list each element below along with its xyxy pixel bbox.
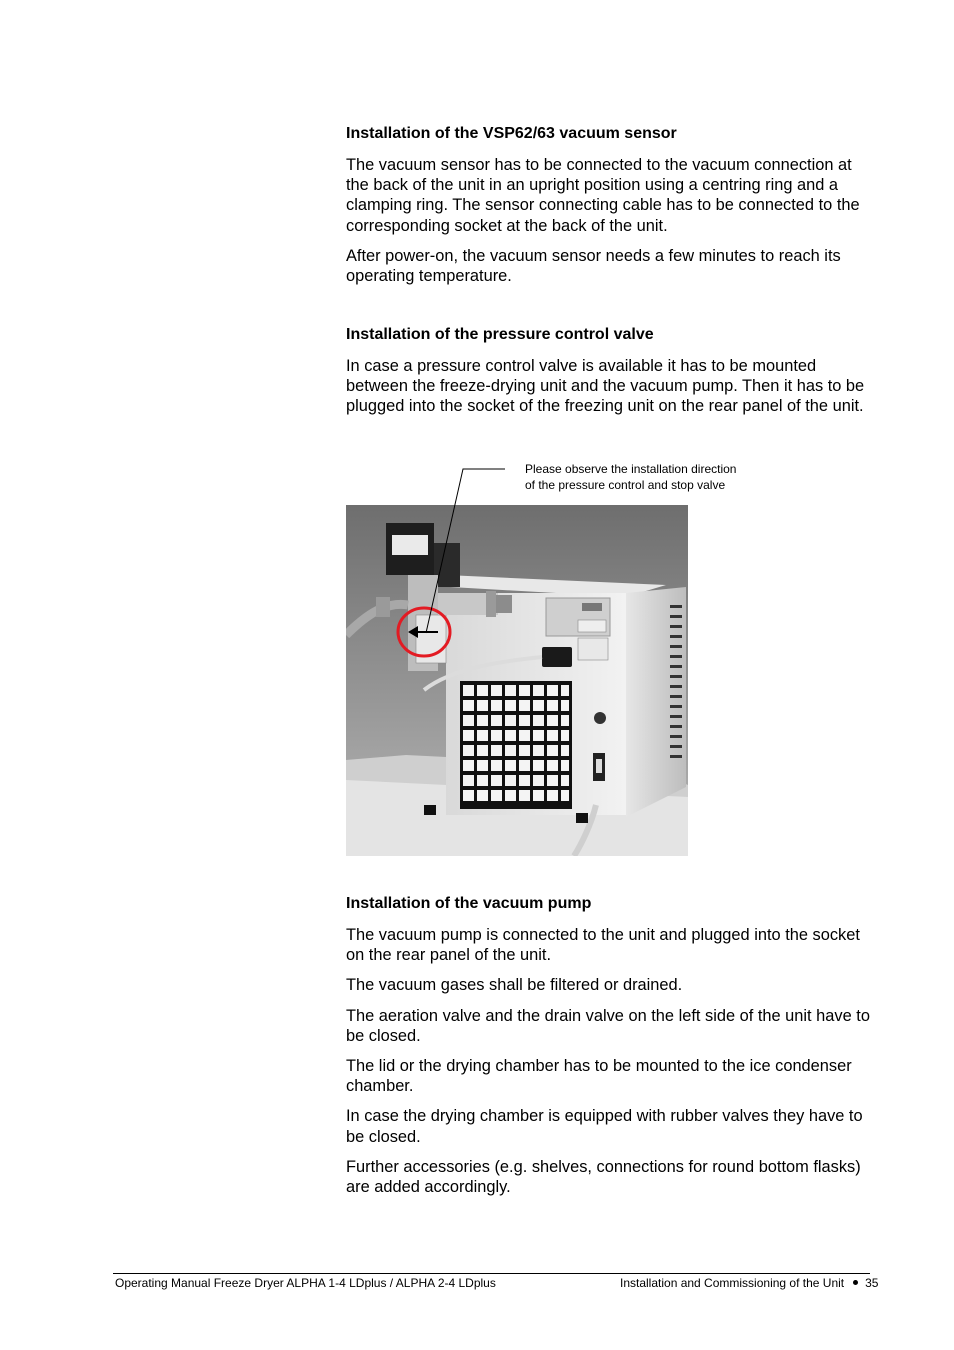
section-heading: Installation of the pressure control valve xyxy=(346,326,654,343)
section-pressure-control-valve xyxy=(346,325,876,417)
footer-chapter xyxy=(620,1276,878,1291)
paragraph: Further accessories (e.g. shelves, connections for round bottom flasks) are added accordingly. xyxy=(346,1157,861,1197)
section-vacuum-sensor xyxy=(346,124,876,286)
figure-callout xyxy=(525,462,785,493)
paragraph: The vacuum pump is connected to the unit and plugged into the socket on the rear panel of the unit. xyxy=(346,926,860,965)
section-heading: Installation of the vacuum pump xyxy=(346,895,592,912)
section-vacuum-pump xyxy=(346,894,876,1197)
paragraph: After power-on, the vacuum sensor needs a few minutes to reach its operating temperature. xyxy=(346,246,841,286)
footer-chapter-title: Installation and Commissioning of the Unit xyxy=(620,1276,845,1290)
unit-rear-photo xyxy=(346,505,688,856)
paragraph: The vacuum gases shall be filtered or drained. xyxy=(346,976,683,995)
bullet-icon xyxy=(853,1280,858,1285)
section-heading: Installation of the VSP62/63 vacuum sensor xyxy=(346,125,677,142)
paragraph: The lid or the drying chamber has to be mounted to the ice condenser chamber. xyxy=(346,1057,852,1096)
footer-rule xyxy=(113,1273,870,1274)
paragraph: The vacuum sensor has to be connected to the vacuum connection at the back of the unit in an upright position using a centring ring and a clamping ring. The sensor connecting cable has to be connected to the corresponding socket at the back of the unit. xyxy=(346,156,860,235)
page-number: 35 xyxy=(865,1276,879,1290)
paragraph: In case the drying chamber is equipped with rubber valves they have to be closed. xyxy=(346,1107,863,1146)
callout-line: of the pressure control and stop valve xyxy=(525,477,726,492)
footer-manual-title: Operating Manual Freeze Dryer ALPHA 1-4 LDplus / ALPHA 2-4 LDplus xyxy=(115,1276,496,1290)
paragraph: In case a pressure control valve is available it has to be mounted between the freeze-drying unit and the vacuum pump. Then it has to be plugged into the socket of the freezing unit on the rear panel of the unit. xyxy=(346,357,865,416)
paragraph: The aeration valve and the drain valve on the left side of the unit have to be closed. xyxy=(346,1006,870,1045)
callout-line: Please observe the installation direction xyxy=(525,462,737,476)
